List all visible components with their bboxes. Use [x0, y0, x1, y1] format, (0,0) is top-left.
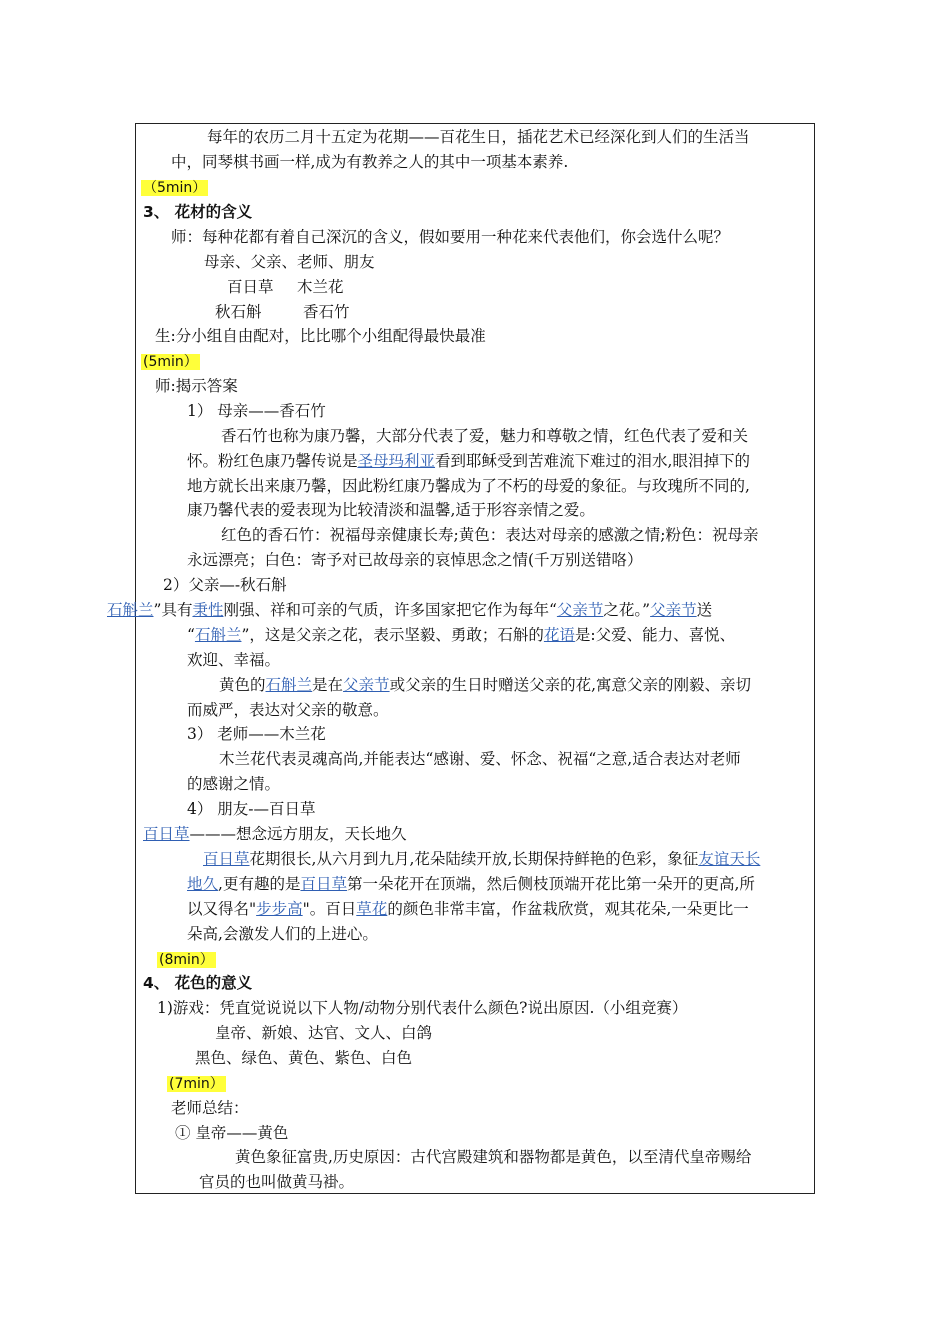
people-list: 母亲、父亲、老师、朋友: [204, 253, 375, 271]
summary-title: 老师总结：: [171, 1099, 249, 1117]
link-flower-language[interactable]: 花语: [543, 626, 575, 644]
link-virgin-mary[interactable]: 圣母玛利亚: [357, 452, 436, 470]
link-fathers-day[interactable]: 父亲节: [556, 601, 604, 619]
mother-p1-line-2: 怀。粉红色康乃馨传说是圣母玛利亚看到耶稣受到苦难流下难过的泪水,眼泪掉下的: [187, 452, 750, 470]
friend-line-5: 朵高,会激发人们的上进心。: [187, 925, 378, 943]
mother-title: 1） 母亲——香石竹: [187, 402, 326, 420]
link-lasting-friendship[interactable]: 友谊天长: [698, 850, 761, 868]
flower-option-1a: 百日草: [227, 278, 274, 296]
mother-p1-line-3: 地方就长出来康乃馨，因此粉红康乃馨成为了不朽的母爱的象征。与玫瑰所不同的,: [187, 477, 750, 495]
time-badge-3: (8min）: [159, 952, 214, 968]
summary-item-1: ① 皇帝——黄色: [175, 1124, 289, 1142]
mother-p2-line-2: 永远漂亮；白色：寄予对已故母亲的哀悼思念之情(千万别送错咯）: [187, 551, 643, 569]
time-badge-1: （5min）: [143, 180, 207, 196]
friend-line-2: 百日草花期很长,从六月到九月,花朵陆续开放,长期保持鲜艳的色彩，象征友谊天长: [203, 850, 761, 868]
link-zinnia-2[interactable]: 百日草: [203, 850, 250, 868]
link-fathers-day-3[interactable]: 父亲节: [343, 676, 390, 694]
teacher-title: 3） 老师——木兰花: [187, 725, 326, 743]
link-grass-flower[interactable]: 草花: [356, 900, 388, 918]
time-badge-4: (7min）: [169, 1076, 224, 1092]
friend-title: 4） 朋友-—百日草: [187, 800, 316, 818]
student-task: 生:分小组自由配对，比比哪个小组配得最快最准: [155, 327, 486, 345]
father-line-2: “石斛兰”，这是父亲之花，表示坚毅、勇敢；石斛的花语是:父爱、能力、喜悦、: [187, 626, 736, 644]
flower-option-2a: 秋石斛: [215, 303, 262, 321]
teacher-line-2: 的感谢之情。: [187, 775, 281, 793]
link-dendrobium-3[interactable]: 石斛兰: [265, 676, 313, 694]
friend-line-1: 百日草———想念远方朋友，天长地久: [143, 825, 407, 843]
section-3-heading: 3、 花材的含义: [143, 203, 253, 221]
father-line-1: 石斛兰”具有秉性刚强、祥和可亲的气质，许多国家把它作为每年“父亲节之花。”父亲节送: [107, 601, 713, 619]
time-badge-2: (5min）: [143, 354, 198, 370]
father-line-3: 欢迎、幸福。: [187, 651, 281, 669]
persons-list: 皇帝、新娘、达官、文人、白鸽: [215, 1024, 433, 1042]
teacher-line-1: 木兰花代表灵魂高尚,并能表达“感谢、爱、怀念、祝福“之意,适合表达对老师: [219, 750, 741, 768]
answer-intro: 师:揭示答案: [155, 377, 238, 395]
link-temperament[interactable]: 秉性: [192, 601, 224, 619]
link-dendrobium-2[interactable]: 石斛兰: [194, 626, 242, 644]
intro-line-2: 中，同琴棋书画一样,成为有教养之人的其中一项基本素养.: [171, 153, 569, 171]
colors-list: 黑色、绿色、黄色、紫色、白色: [195, 1049, 413, 1067]
friend-line-4: 以又得名"步步高"。百日草花的颜色非常丰富，作盆栽欣赏，观其花朵,一朵更比一: [187, 900, 749, 918]
link-dendrobium[interactable]: 石斛兰: [107, 601, 154, 619]
father-line-4: 黄色的石斛兰是在父亲节或父亲的生日时赠送父亲的花,寓意父亲的刚毅、亲切: [219, 676, 751, 694]
summary-item-1-line-2: 官员的也叫做黄马褂。: [199, 1173, 355, 1191]
mother-p1-line-4: 康乃馨代表的爱表现为比较清淡和温馨,适于形容亲情之爱。: [187, 501, 595, 519]
father-title: 2）父亲—-秋石斛: [163, 576, 287, 594]
teacher-question: 师：每种花都有着自己深沉的含义，假如要用一种花来代表他们，你会选什么呢？: [171, 228, 730, 246]
flower-option-1b: 木兰花: [297, 278, 344, 296]
link-zinnia[interactable]: 百日草: [143, 825, 190, 843]
intro-line-1: 每年的农历二月十五定为花期——百花生日，插花艺术已经深化到人们的生活当: [207, 128, 750, 146]
summary-item-1-line-1: 黄色象征富贵,历史原因：古代宫殿建筑和器物都是黄色，以至清代皇帝赐给: [235, 1148, 752, 1166]
friend-line-3: 地久,更有趣的是百日草第一朵花开在顶端，然后侧枝顶端开花比第一朵开的更高,所: [187, 875, 755, 893]
mother-p1-line-1: 香石竹也称为康乃馨，大部分代表了爱，魅力和尊敬之情，红色代表了爱和关: [221, 427, 749, 445]
father-line-5: 而威严，表达对父亲的敬意。: [187, 701, 389, 719]
link-lasting-friendship-2[interactable]: 地久: [187, 875, 219, 893]
link-step-by-step[interactable]: 步步高: [256, 900, 303, 918]
link-zinnia-3[interactable]: 百日草: [300, 875, 347, 893]
game-instruction: 1)游戏：凭直觉说说以下人物/动物分别代表什么颜色?说出原因.（小组竞赛）: [157, 999, 688, 1017]
link-fathers-day-2[interactable]: 父亲节: [650, 601, 697, 619]
mother-p2-line-1: 红色的香石竹：祝福母亲健康长寿;黄色：表达对母亲的感激之情;粉色：祝母亲: [221, 526, 759, 544]
section-4-heading: 4、 花色的意义: [143, 974, 253, 992]
flower-option-2b: 香石竹: [303, 303, 350, 321]
